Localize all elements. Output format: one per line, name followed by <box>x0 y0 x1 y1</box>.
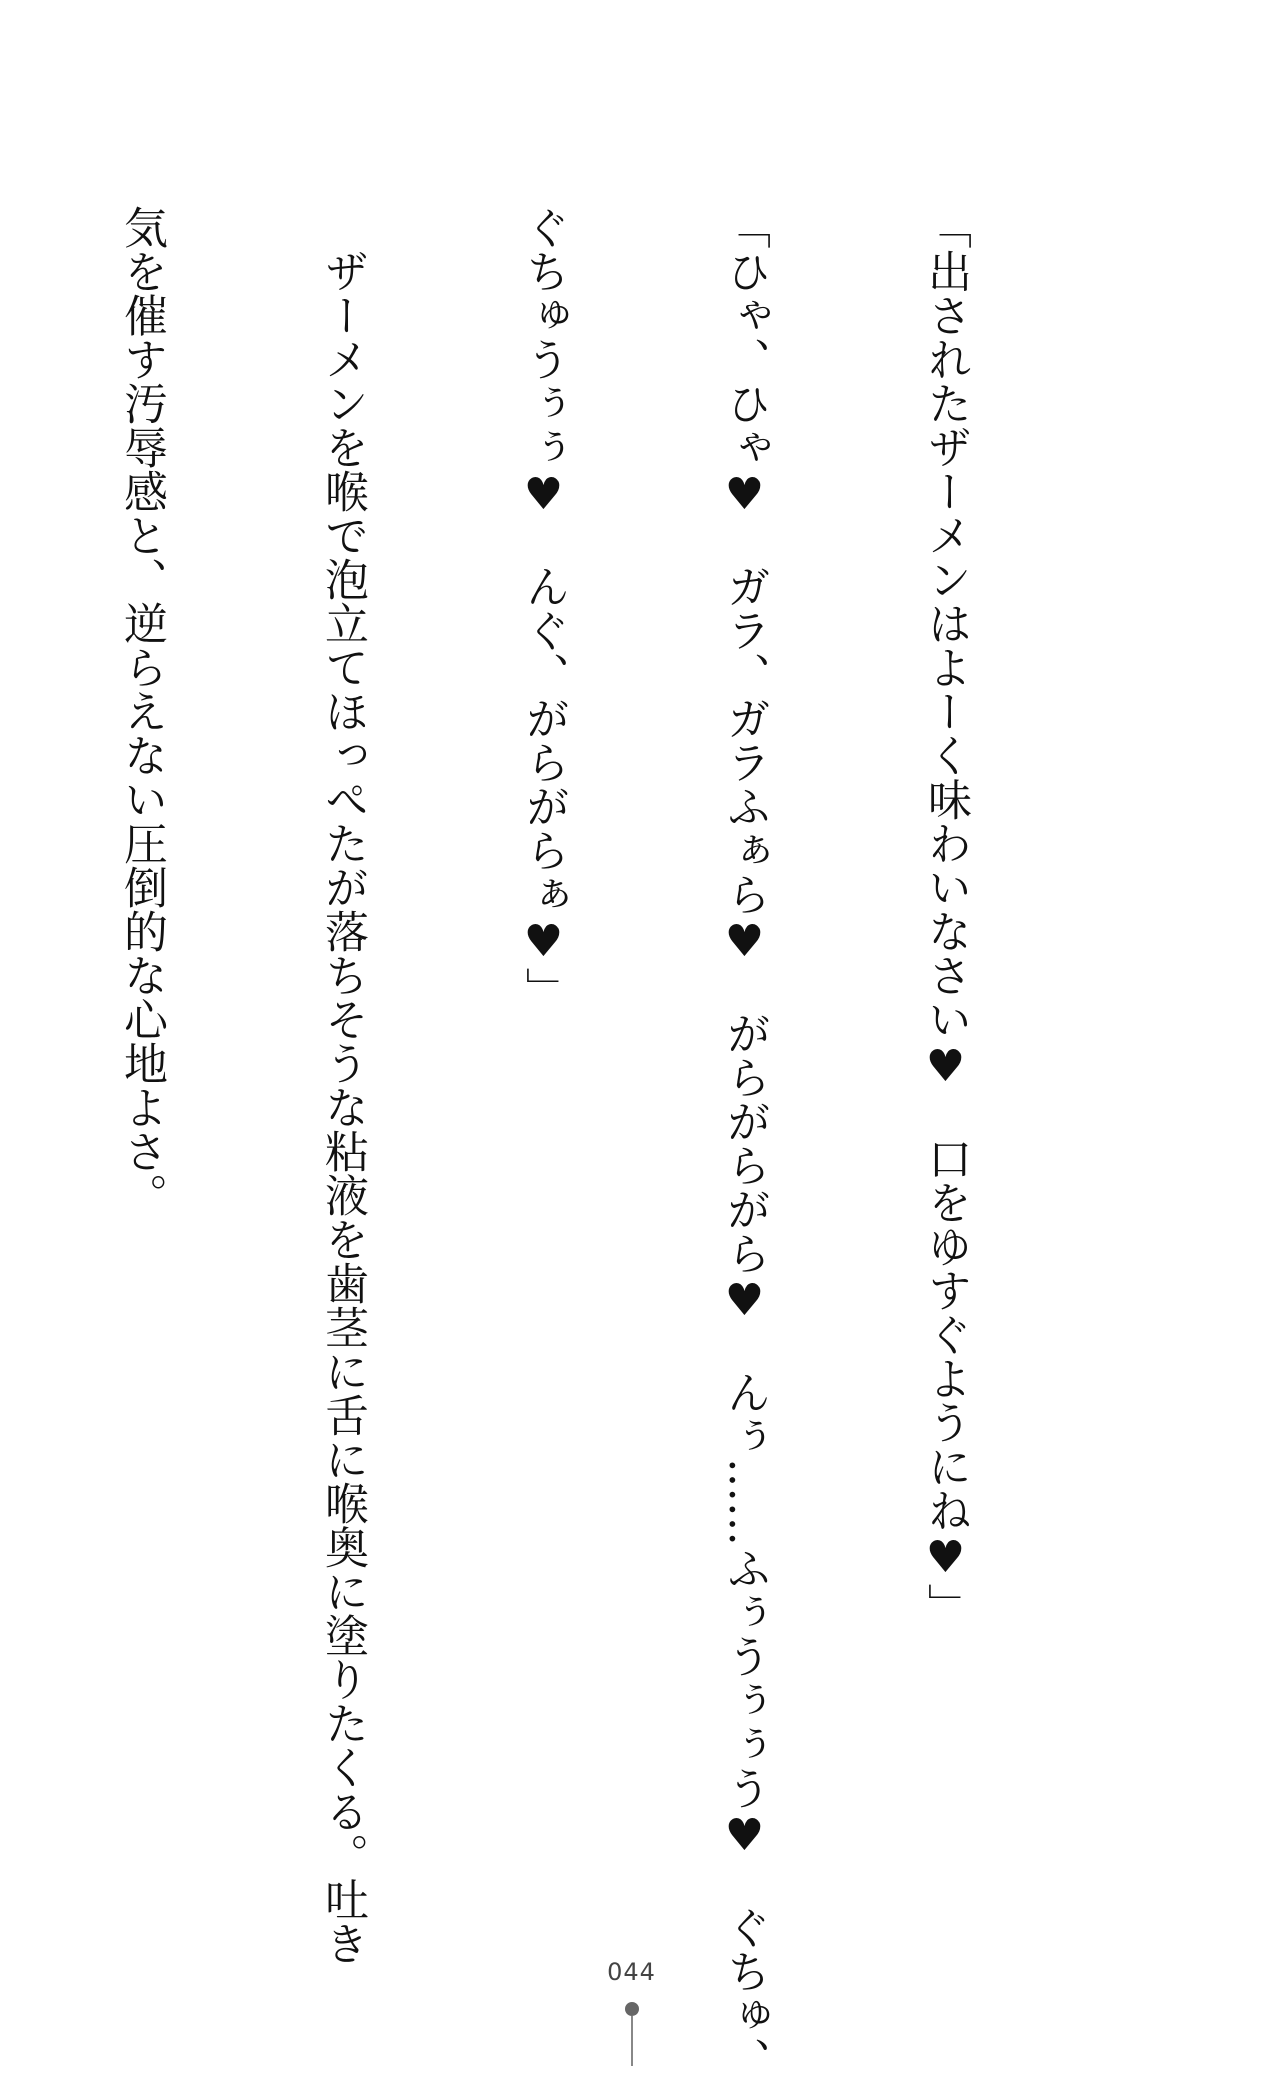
page-number: 044 <box>607 1958 656 1986</box>
text-line: ぐちゅうぅぅ♥ んぐ、がらがらぁ♥」 <box>518 205 569 1011</box>
text-line: 気を催す汚辱感と、逆らえない圧倒的な心地よさ。 <box>116 205 167 1217</box>
folio-dot-ornament <box>625 2002 639 2016</box>
text-line: ザーメンを喉で泡立てほっぺたが落ちそうな粘液を歯茎に舌に喉奥に塗りたくる。吐き <box>317 205 368 1965</box>
folio-line-ornament <box>631 2016 633 2066</box>
text-line: 「出されたザーメンはよーく味わいなさい♥ 口をゆすぐようにね♥」 <box>920 205 971 1627</box>
text-line: 「ひゃ、ひゃ♥ ガラ、ガラふぁら♥ がらがらがら♥ んぅ……ふぅうぅぅう♥ ぐちゅ、 <box>719 205 770 2081</box>
